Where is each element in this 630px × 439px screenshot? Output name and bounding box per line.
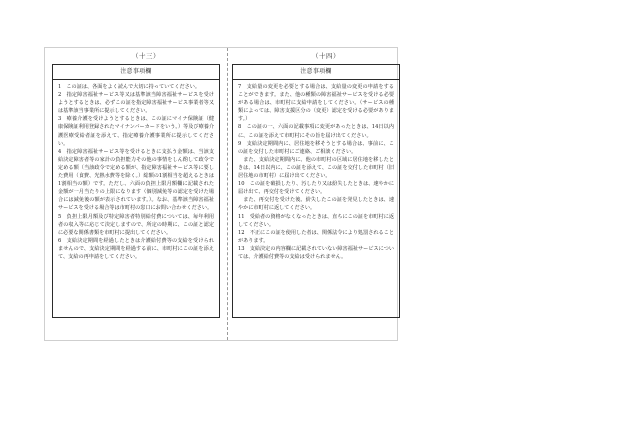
panel-heading: 注意事項欄: [53, 65, 219, 80]
note-paragraph: 3 療養介護を受けようとするときは、この証にマイナ保険証（健康保険証利用登録されたマイナンバーカードをいう。）等及び療養介護医療受給者証を添えて、指定療養介護事業所に提示してください。: [58, 116, 214, 147]
note-paragraph: 6 支給決定期間を経過したときは介護給付費等の支給を受けられませんので、支給決定期間を経過する前に、市町村にこの証を添えて、支給の再申請をしてください。: [58, 237, 214, 260]
note-paragraph: 7 支給量の変更を必要とする場合は、支給量の変更の申請をすることができます。また、他の種類の障害福祉サービスを受ける必要がある場合は、市町村に支給申請をしてください。（サービスの種類によっては、障害支援区分の（変更）認定を受ける必要があります。）: [238, 84, 394, 123]
fold-line: [227, 48, 228, 340]
note-paragraph: 11 受給者の資格がなくなったときは、直ちにこの証を市町村に返してください。: [238, 213, 394, 228]
panel-body: [53, 80, 219, 261]
notes-panel-right: [232, 64, 400, 318]
page-number-left: （十三）: [132, 52, 160, 60]
note-paragraph: 1 この証は、各面をよく読んで大切に持っていてください。: [58, 84, 201, 90]
panel-heading: 注意事項欄: [233, 65, 399, 80]
note-paragraph: 10 この証を破損したり、汚したり又は紛失したときは、速やかに届け出て、再交付を受けてください。: [238, 181, 394, 196]
notes-panel-left: [52, 64, 220, 318]
note-paragraph: 12 不正にこの証を使用した者は、関係法令により処罰されることがあります。: [238, 229, 394, 244]
page-number-right: （十四）: [312, 52, 340, 60]
note-paragraph: 4 指定障害福祉サービス等を受けるときに支払う金額は、当該支給決定障害者等の家計の負担能力その他の事情をしん酌して政令で定める額（当該政令で定める額が、指定障害福祉サービス等に要した費用（食費、光熱水費等を除く。）総額の1割相当を超えるときは1割相当の額）です。ただし、六面の負担上限月額欄に記載された金額が一月当たりの上限になります（個別減免等の認定を受けた場合には減免後の額が表示されています。）。なお、基準該当障害福祉サービスを受ける場合等は市町村の窓口にお問い合わせください。: [58, 148, 214, 212]
note-paragraph: 9 支給決定期間内に、居住地を移そうとする場合は、事前に、この証を交付した市町村にご連絡、ご相談ください。: [238, 140, 394, 155]
note-paragraph: また、再交付を受けた後、紛失したこの証を発見したときは、速やかに市町村に返してください。: [238, 197, 394, 212]
note-paragraph: 8 この証の一、六面の記載事項に変更があったときは、14日以内に、この証を添えて市町村にその旨を届け出てください。: [238, 124, 394, 139]
note-paragraph: 5 負担上限月額及び特定障害者特別給付費については、毎年利用者の収入等に応じて決定しますので、所定の時期に、この証と認定に必要な関係書類を市町村に提出してください。: [58, 213, 214, 236]
note-paragraph: 13 支給決定の内容欄に記載されていない障害福祉サービスについては、介護給付費等の支給は受けられません。: [238, 245, 394, 260]
panel-body: [233, 80, 399, 261]
note-paragraph: また、支給決定期間内に、他の市町村の区域に居住地を移したときは、14日以内に、この証を添えて、この証を交付した市町村（旧居住地の市町村）に届け出てください。: [238, 156, 394, 180]
note-paragraph: 2 指定障害福祉サービス等又は基準該当障害福祉サービスを受けようとするときは、必ずこの証を指定障害福祉サービス事業者等又は基準該当事業所に提示してください。: [58, 92, 214, 115]
